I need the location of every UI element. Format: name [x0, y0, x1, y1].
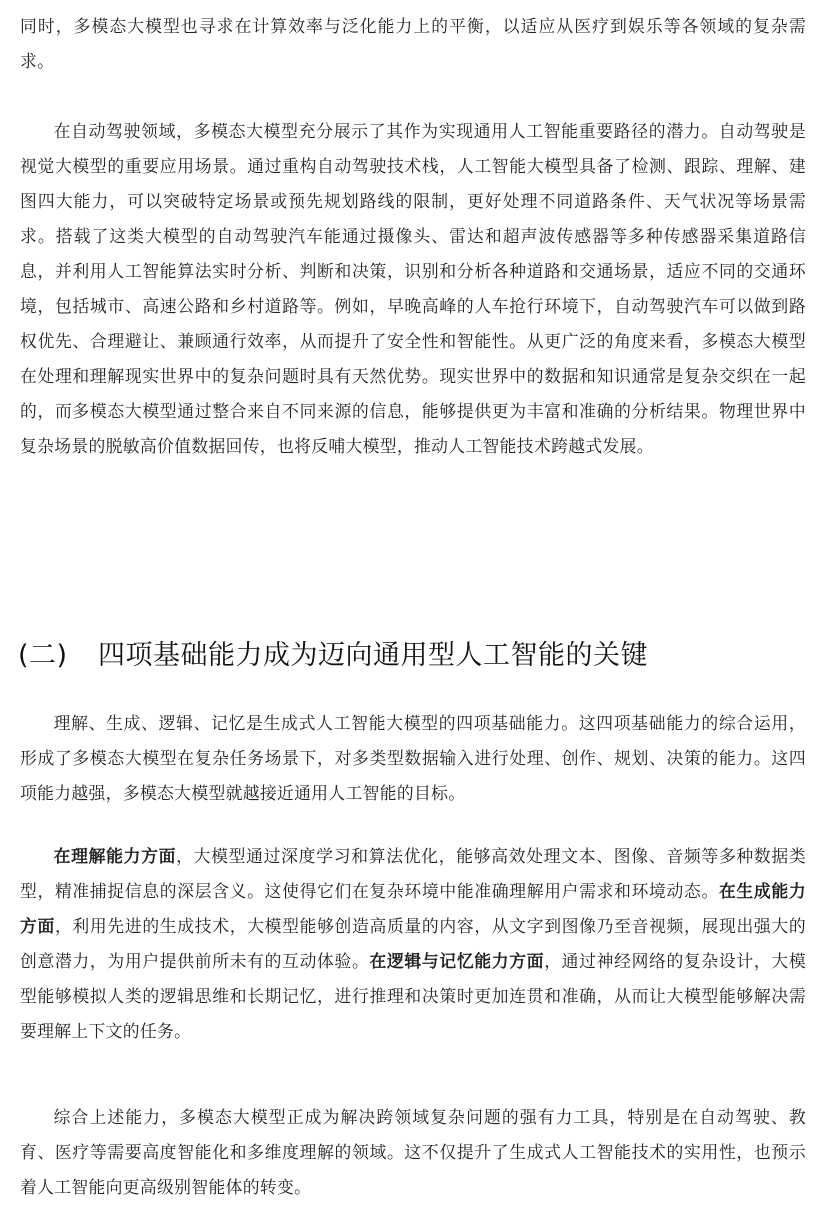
paragraph-5: 综合上述能力，多模态大模型正成为解决跨领域复杂问题的强有力工具，特别是在自动驾驶、教育、医疗等需要高度智能化和多维度理解的领域。这不仅提升了生成式人工智能技术的实用性，也预示着人工智能向更高级别智能体的转变。 [20, 1107, 806, 1197]
paragraph-4-text-3: ，通过神经网络的复杂设计，大模型能够模拟人类的逻辑思维和长期记忆，进行推理和决策时更加连贯和准确，从而让大模型能够解决需要理解上下文的任务。 [20, 951, 806, 1041]
section-number: (二) [18, 640, 68, 671]
bold-phrase-logic-memory: 在逻辑与记忆能力方面 [369, 951, 545, 971]
paragraph-4 [20, 839, 806, 1049]
paragraph-2: 在自动驾驶领域，多模态大模型充分展示了其作为实现通用人工智能重要路径的潜力。自动驾驶是视觉大模型的重要应用场景。通过重构自动驾驶技术栈，人工智能大模型具备了检测、跟踪、理解、建图四大能力，可以突破特定场景或预先规划路线的限制，更好处理不同道路条件、天气状况等场景需求。搭载了这类大模型的自动驾驶汽车能通过摄像头、雷达和超声波传感器等多种传感器采集道路信息，并利用人工智能算法实时分析、判断和决策，识别和分析各种道路和交通场景，适应不同的交通环境，包括城市、高速公路和乡村道路等。例如，早晚高峰的人车抢行环境下，自动驾驶汽车可以做到路权优先、合理避让、兼顾通行效率，从而提升了安全性和智能性。从更广泛的角度来看，多模态大模型在处理和理解现实世界中的复杂问题时具有天然优势。现实世界中的数据和知识通常是复杂交织在一起的，而多模态大模型通过整合来自不同来源的信息，能够提供更为丰富和准确的分析结果。物理世界中复杂场景的脱敏高价值数据回传，也将反哺大模型，推动人工智能技术跨越式发展。 [20, 121, 806, 456]
bold-phrase-understanding: 在理解能力方面 [53, 846, 177, 866]
paragraph-1: 同时，多模态大模型也寻求在计算效率与泛化能力上的平衡，以适应从医疗到娱乐等各领域的复杂需求。 [20, 16, 806, 71]
paragraph-4-text-2: ，利用先进的生成技术，大模型能够创造高质量的内容，从文字到图像乃至音视频，展现出强大的创意潜力，为用户提供前所未有的互动体验。 [20, 916, 806, 971]
bold-phrase-generation: 在生成能力方面 [20, 881, 806, 936]
section-title: 四项基础能力成为迈向通用型人工智能的关键 [98, 640, 648, 671]
paragraph-3: 理解、生成、逻辑、记忆是生成式人工智能大模型的四项基础能力。这四项基础能力的综合运用，形成了多模态大模型在复杂任务场景下，对多类型数据输入进行处理、创作、规划、决策的能力。这四项能力越强，多模态大模型就越接近通用人工智能的目标。 [20, 713, 806, 803]
section-heading [18, 636, 648, 676]
paragraph-4-text-1: ，大模型通过深度学习和算法优化，能够高效处理文本、图像、音频等多种数据类型，精准捕捉信息的深层含义。这使得它们在复杂环境中能准确理解用户需求和环境动态。 [20, 846, 806, 901]
